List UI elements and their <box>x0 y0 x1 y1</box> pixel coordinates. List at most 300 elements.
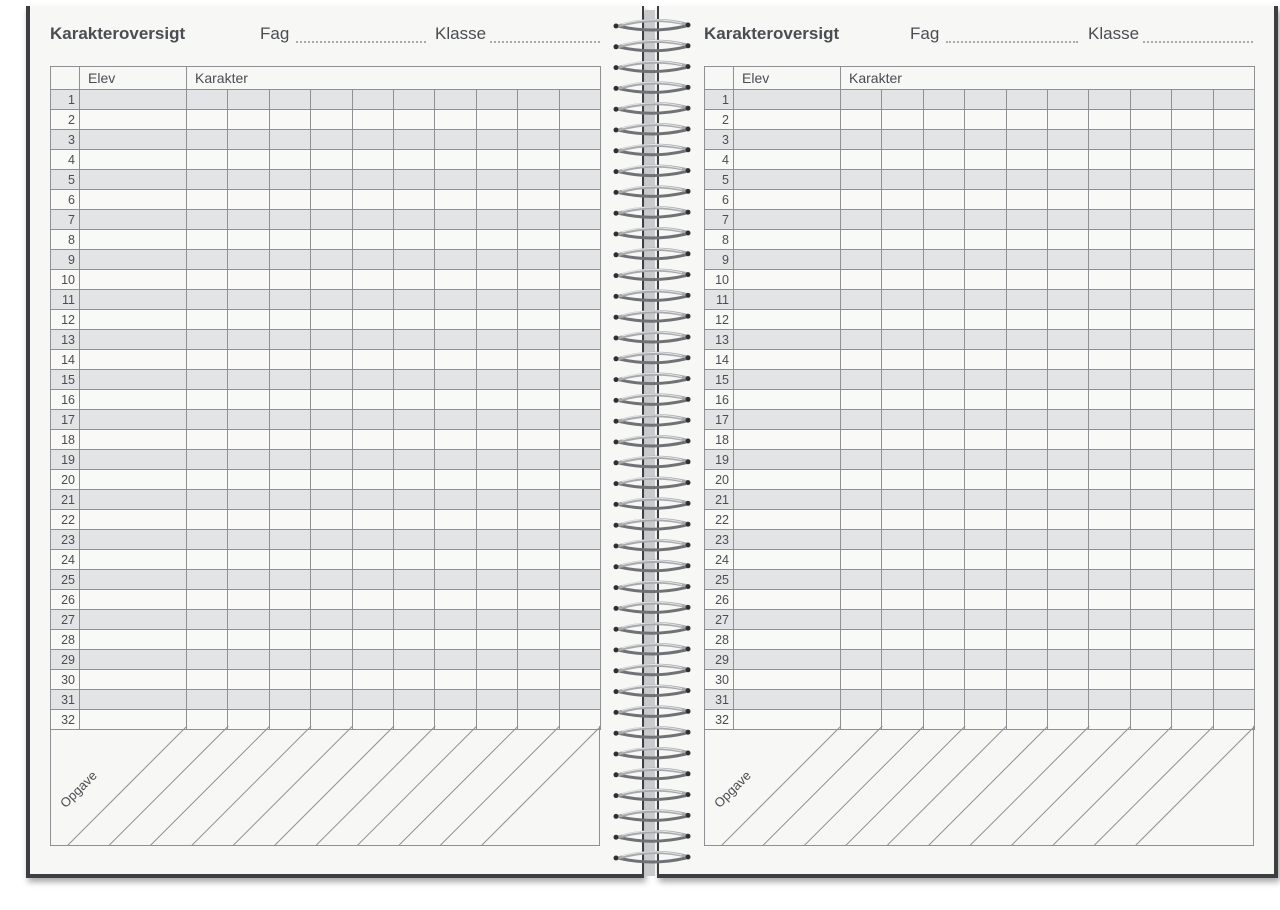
grade-cell[interactable] <box>269 470 310 490</box>
grade-cell[interactable] <box>352 310 393 330</box>
grade-cell[interactable] <box>228 350 269 370</box>
grade-cell[interactable] <box>187 310 228 330</box>
grade-cell[interactable] <box>352 90 393 110</box>
grade-cell[interactable] <box>393 690 434 710</box>
grade-cell[interactable] <box>882 310 923 330</box>
grade-cell[interactable] <box>269 590 310 610</box>
elev-cell[interactable] <box>734 90 841 110</box>
grade-cell[interactable] <box>559 310 600 330</box>
grade-cell[interactable] <box>518 550 559 570</box>
grade-cell[interactable] <box>269 230 310 250</box>
grade-cell[interactable] <box>1089 410 1130 430</box>
grade-cell[interactable] <box>352 350 393 370</box>
grade-cell[interactable] <box>1130 610 1171 630</box>
grade-cell[interactable] <box>882 210 923 230</box>
grade-cell[interactable] <box>841 410 882 430</box>
grade-cell[interactable] <box>841 610 882 630</box>
grade-cell[interactable] <box>476 610 517 630</box>
grade-cell[interactable] <box>1006 470 1047 490</box>
grade-cell[interactable] <box>882 90 923 110</box>
grade-cell[interactable] <box>1172 470 1213 490</box>
grade-cell[interactable] <box>1213 150 1254 170</box>
grade-cell[interactable] <box>1047 330 1088 350</box>
elev-cell[interactable] <box>80 190 187 210</box>
grade-cell[interactable] <box>1130 690 1171 710</box>
grade-cell[interactable] <box>1130 570 1171 590</box>
grade-cell[interactable] <box>1130 250 1171 270</box>
elev-cell[interactable] <box>80 670 187 690</box>
grade-cell[interactable] <box>435 270 476 290</box>
grade-cell[interactable] <box>518 290 559 310</box>
grade-cell[interactable] <box>311 330 352 350</box>
grade-cell[interactable] <box>228 590 269 610</box>
grade-cell[interactable] <box>1047 190 1088 210</box>
grade-cell[interactable] <box>269 430 310 450</box>
grade-cell[interactable] <box>269 170 310 190</box>
grade-cell[interactable] <box>1172 250 1213 270</box>
grade-cell[interactable] <box>1213 450 1254 470</box>
grade-cell[interactable] <box>923 530 964 550</box>
elev-cell[interactable] <box>80 550 187 570</box>
grade-cell[interactable] <box>435 690 476 710</box>
elev-cell[interactable] <box>734 510 841 530</box>
grade-cell[interactable] <box>923 330 964 350</box>
elev-cell[interactable] <box>80 230 187 250</box>
grade-cell[interactable] <box>393 390 434 410</box>
grade-cell[interactable] <box>352 450 393 470</box>
grade-cell[interactable] <box>311 370 352 390</box>
fag-field[interactable] <box>296 41 426 43</box>
grade-cell[interactable] <box>311 270 352 290</box>
grade-cell[interactable] <box>187 430 228 450</box>
grade-cell[interactable] <box>1130 510 1171 530</box>
grade-cell[interactable] <box>1172 530 1213 550</box>
grade-cell[interactable] <box>559 610 600 630</box>
elev-cell[interactable] <box>80 270 187 290</box>
grade-cell[interactable] <box>1089 630 1130 650</box>
grade-cell[interactable] <box>1089 90 1130 110</box>
grade-cell[interactable] <box>841 150 882 170</box>
grade-cell[interactable] <box>923 630 964 650</box>
grade-cell[interactable] <box>476 250 517 270</box>
grade-cell[interactable] <box>923 130 964 150</box>
grade-cell[interactable] <box>228 390 269 410</box>
grade-cell[interactable] <box>393 550 434 570</box>
grade-cell[interactable] <box>923 270 964 290</box>
grade-cell[interactable] <box>841 490 882 510</box>
grade-cell[interactable] <box>882 530 923 550</box>
grade-cell[interactable] <box>228 670 269 690</box>
grade-cell[interactable] <box>1130 590 1171 610</box>
grade-cell[interactable] <box>476 510 517 530</box>
fag-field[interactable] <box>946 41 1078 43</box>
grade-cell[interactable] <box>476 630 517 650</box>
grade-cell[interactable] <box>393 510 434 530</box>
grade-cell[interactable] <box>352 670 393 690</box>
grade-cell[interactable] <box>1006 210 1047 230</box>
grade-cell[interactable] <box>965 670 1006 690</box>
grade-cell[interactable] <box>228 690 269 710</box>
grade-cell[interactable] <box>187 470 228 490</box>
grade-cell[interactable] <box>559 630 600 650</box>
grade-cell[interactable] <box>841 270 882 290</box>
grade-cell[interactable] <box>393 170 434 190</box>
grade-cell[interactable] <box>1089 670 1130 690</box>
grade-cell[interactable] <box>923 390 964 410</box>
grade-cell[interactable] <box>882 130 923 150</box>
grade-cell[interactable] <box>1089 270 1130 290</box>
grade-cell[interactable] <box>393 590 434 610</box>
grade-cell[interactable] <box>1006 290 1047 310</box>
grade-cell[interactable] <box>435 310 476 330</box>
grade-cell[interactable] <box>187 290 228 310</box>
grade-cell[interactable] <box>435 570 476 590</box>
grade-cell[interactable] <box>518 410 559 430</box>
grade-cell[interactable] <box>1172 110 1213 130</box>
elev-cell[interactable] <box>80 590 187 610</box>
grade-cell[interactable] <box>1213 130 1254 150</box>
grade-cell[interactable] <box>228 510 269 530</box>
grade-cell[interactable] <box>923 670 964 690</box>
grade-cell[interactable] <box>923 370 964 390</box>
grade-cell[interactable] <box>435 610 476 630</box>
elev-cell[interactable] <box>80 290 187 310</box>
grade-cell[interactable] <box>841 470 882 490</box>
grade-cell[interactable] <box>1089 330 1130 350</box>
grade-cell[interactable] <box>1213 630 1254 650</box>
grade-cell[interactable] <box>269 190 310 210</box>
grade-cell[interactable] <box>559 250 600 270</box>
grade-cell[interactable] <box>923 470 964 490</box>
grade-cell[interactable] <box>559 270 600 290</box>
grade-cell[interactable] <box>476 470 517 490</box>
grade-cell[interactable] <box>1047 130 1088 150</box>
grade-cell[interactable] <box>1089 110 1130 130</box>
grade-cell[interactable] <box>1006 190 1047 210</box>
elev-cell[interactable] <box>80 650 187 670</box>
grade-cell[interactable] <box>1172 490 1213 510</box>
grade-cell[interactable] <box>187 610 228 630</box>
grade-cell[interactable] <box>187 150 228 170</box>
grade-cell[interactable] <box>187 650 228 670</box>
grade-cell[interactable] <box>352 130 393 150</box>
elev-cell[interactable] <box>734 330 841 350</box>
grade-cell[interactable] <box>311 290 352 310</box>
grade-cell[interactable] <box>1130 330 1171 350</box>
grade-cell[interactable] <box>1172 630 1213 650</box>
grade-cell[interactable] <box>228 630 269 650</box>
grade-cell[interactable] <box>352 470 393 490</box>
elev-cell[interactable] <box>80 350 187 370</box>
grade-cell[interactable] <box>393 250 434 270</box>
grade-cell[interactable] <box>187 170 228 190</box>
grade-cell[interactable] <box>187 550 228 570</box>
grade-cell[interactable] <box>1213 670 1254 690</box>
grade-cell[interactable] <box>435 590 476 610</box>
elev-cell[interactable] <box>734 550 841 570</box>
grade-cell[interactable] <box>841 210 882 230</box>
grade-cell[interactable] <box>311 150 352 170</box>
grade-cell[interactable] <box>923 150 964 170</box>
elev-cell[interactable] <box>80 450 187 470</box>
grade-cell[interactable] <box>352 110 393 130</box>
grade-cell[interactable] <box>311 590 352 610</box>
grade-cell[interactable] <box>518 90 559 110</box>
grade-cell[interactable] <box>393 150 434 170</box>
grade-cell[interactable] <box>841 350 882 370</box>
grade-cell[interactable] <box>923 410 964 430</box>
elev-cell[interactable] <box>734 130 841 150</box>
grade-cell[interactable] <box>435 370 476 390</box>
grade-cell[interactable] <box>1213 490 1254 510</box>
grade-cell[interactable] <box>435 550 476 570</box>
grade-cell[interactable] <box>1089 610 1130 630</box>
grade-cell[interactable] <box>269 130 310 150</box>
grade-cell[interactable] <box>1047 110 1088 130</box>
grade-cell[interactable] <box>352 270 393 290</box>
grade-cell[interactable] <box>311 250 352 270</box>
grade-cell[interactable] <box>882 590 923 610</box>
grade-cell[interactable] <box>435 190 476 210</box>
grade-cell[interactable] <box>1006 330 1047 350</box>
grade-cell[interactable] <box>311 690 352 710</box>
elev-cell[interactable] <box>734 430 841 450</box>
elev-cell[interactable] <box>734 650 841 670</box>
grade-cell[interactable] <box>1213 470 1254 490</box>
grade-cell[interactable] <box>476 290 517 310</box>
grade-cell[interactable] <box>352 210 393 230</box>
grade-cell[interactable] <box>1047 690 1088 710</box>
grade-cell[interactable] <box>393 410 434 430</box>
grade-cell[interactable] <box>518 610 559 630</box>
klasse-field[interactable] <box>1143 41 1253 43</box>
grade-cell[interactable] <box>965 570 1006 590</box>
grade-cell[interactable] <box>311 90 352 110</box>
grade-cell[interactable] <box>882 610 923 630</box>
grade-cell[interactable] <box>187 390 228 410</box>
grade-cell[interactable] <box>1172 450 1213 470</box>
grade-cell[interactable] <box>923 350 964 370</box>
grade-cell[interactable] <box>1213 290 1254 310</box>
grade-cell[interactable] <box>518 470 559 490</box>
grade-cell[interactable] <box>476 690 517 710</box>
grade-cell[interactable] <box>187 210 228 230</box>
elev-cell[interactable] <box>734 250 841 270</box>
grade-cell[interactable] <box>1172 170 1213 190</box>
grade-cell[interactable] <box>965 470 1006 490</box>
grade-cell[interactable] <box>882 670 923 690</box>
grade-cell[interactable] <box>1089 130 1130 150</box>
grade-cell[interactable] <box>1172 430 1213 450</box>
grade-cell[interactable] <box>882 190 923 210</box>
grade-cell[interactable] <box>393 290 434 310</box>
grade-cell[interactable] <box>923 190 964 210</box>
grade-cell[interactable] <box>352 250 393 270</box>
grade-cell[interactable] <box>269 570 310 590</box>
grade-cell[interactable] <box>393 210 434 230</box>
grade-cell[interactable] <box>559 350 600 370</box>
grade-cell[interactable] <box>1130 450 1171 470</box>
klasse-field[interactable] <box>490 41 600 43</box>
grade-cell[interactable] <box>965 630 1006 650</box>
grade-cell[interactable] <box>1006 690 1047 710</box>
grade-cell[interactable] <box>269 90 310 110</box>
grade-cell[interactable] <box>435 390 476 410</box>
grade-cell[interactable] <box>1089 550 1130 570</box>
grade-cell[interactable] <box>311 190 352 210</box>
grade-cell[interactable] <box>1130 290 1171 310</box>
grade-cell[interactable] <box>187 510 228 530</box>
grade-cell[interactable] <box>923 610 964 630</box>
grade-cell[interactable] <box>559 590 600 610</box>
grade-cell[interactable] <box>476 150 517 170</box>
grade-cell[interactable] <box>269 690 310 710</box>
grade-cell[interactable] <box>882 690 923 710</box>
grade-cell[interactable] <box>965 550 1006 570</box>
grade-cell[interactable] <box>352 590 393 610</box>
grade-cell[interactable] <box>1172 610 1213 630</box>
grade-cell[interactable] <box>1006 570 1047 590</box>
grade-cell[interactable] <box>1006 590 1047 610</box>
grade-cell[interactable] <box>1047 170 1088 190</box>
grade-cell[interactable] <box>269 310 310 330</box>
grade-cell[interactable] <box>1006 150 1047 170</box>
grade-cell[interactable] <box>435 130 476 150</box>
grade-cell[interactable] <box>923 430 964 450</box>
grade-cell[interactable] <box>965 310 1006 330</box>
grade-cell[interactable] <box>882 170 923 190</box>
grade-cell[interactable] <box>311 570 352 590</box>
grade-cell[interactable] <box>476 130 517 150</box>
grade-cell[interactable] <box>965 190 1006 210</box>
grade-cell[interactable] <box>1172 570 1213 590</box>
grade-cell[interactable] <box>559 190 600 210</box>
grade-cell[interactable] <box>269 210 310 230</box>
grade-cell[interactable] <box>476 170 517 190</box>
grade-cell[interactable] <box>518 370 559 390</box>
grade-cell[interactable] <box>1047 150 1088 170</box>
grade-cell[interactable] <box>965 350 1006 370</box>
grade-cell[interactable] <box>311 650 352 670</box>
grade-cell[interactable] <box>1130 530 1171 550</box>
grade-cell[interactable] <box>187 90 228 110</box>
elev-cell[interactable] <box>80 510 187 530</box>
grade-cell[interactable] <box>476 570 517 590</box>
grade-cell[interactable] <box>1047 530 1088 550</box>
grade-cell[interactable] <box>311 410 352 430</box>
elev-cell[interactable] <box>80 370 187 390</box>
grade-cell[interactable] <box>1172 150 1213 170</box>
grade-cell[interactable] <box>1089 170 1130 190</box>
elev-cell[interactable] <box>80 690 187 710</box>
grade-cell[interactable] <box>841 110 882 130</box>
grade-cell[interactable] <box>841 430 882 450</box>
grade-cell[interactable] <box>1006 90 1047 110</box>
grade-cell[interactable] <box>393 610 434 630</box>
grade-cell[interactable] <box>518 390 559 410</box>
grade-cell[interactable] <box>518 450 559 470</box>
grade-cell[interactable] <box>476 410 517 430</box>
grade-cell[interactable] <box>923 550 964 570</box>
grade-cell[interactable] <box>518 430 559 450</box>
elev-cell[interactable] <box>80 330 187 350</box>
grade-cell[interactable] <box>1006 410 1047 430</box>
grade-cell[interactable] <box>965 230 1006 250</box>
grade-cell[interactable] <box>269 410 310 430</box>
grade-cell[interactable] <box>518 670 559 690</box>
grade-cell[interactable] <box>435 430 476 450</box>
elev-cell[interactable] <box>734 190 841 210</box>
grade-cell[interactable] <box>1089 650 1130 670</box>
grade-cell[interactable] <box>1213 370 1254 390</box>
grade-cell[interactable] <box>1047 290 1088 310</box>
grade-cell[interactable] <box>187 190 228 210</box>
grade-cell[interactable] <box>476 450 517 470</box>
grade-cell[interactable] <box>1006 350 1047 370</box>
grade-cell[interactable] <box>393 330 434 350</box>
grade-cell[interactable] <box>1130 490 1171 510</box>
grade-cell[interactable] <box>965 90 1006 110</box>
grade-cell[interactable] <box>1047 410 1088 430</box>
elev-cell[interactable] <box>80 210 187 230</box>
grade-cell[interactable] <box>965 210 1006 230</box>
elev-cell[interactable] <box>734 290 841 310</box>
elev-cell[interactable] <box>80 250 187 270</box>
grade-cell[interactable] <box>1213 430 1254 450</box>
grade-cell[interactable] <box>841 250 882 270</box>
grade-cell[interactable] <box>269 330 310 350</box>
grade-cell[interactable] <box>269 530 310 550</box>
grade-cell[interactable] <box>1006 310 1047 330</box>
elev-cell[interactable] <box>80 530 187 550</box>
grade-cell[interactable] <box>393 310 434 330</box>
grade-cell[interactable] <box>476 430 517 450</box>
grade-cell[interactable] <box>1089 450 1130 470</box>
grade-cell[interactable] <box>923 690 964 710</box>
grade-cell[interactable] <box>1006 370 1047 390</box>
grade-cell[interactable] <box>228 130 269 150</box>
grade-cell[interactable] <box>311 390 352 410</box>
grade-cell[interactable] <box>1006 670 1047 690</box>
elev-cell[interactable] <box>80 470 187 490</box>
elev-cell[interactable] <box>80 410 187 430</box>
grade-cell[interactable] <box>311 450 352 470</box>
grade-cell[interactable] <box>187 630 228 650</box>
grade-cell[interactable] <box>841 90 882 110</box>
elev-cell[interactable] <box>80 490 187 510</box>
grade-cell[interactable] <box>882 490 923 510</box>
grade-cell[interactable] <box>1130 130 1171 150</box>
grade-cell[interactable] <box>393 650 434 670</box>
grade-cell[interactable] <box>1089 250 1130 270</box>
grade-cell[interactable] <box>1172 270 1213 290</box>
grade-cell[interactable] <box>1130 410 1171 430</box>
grade-cell[interactable] <box>476 110 517 130</box>
grade-cell[interactable] <box>518 650 559 670</box>
grade-cell[interactable] <box>841 550 882 570</box>
grade-cell[interactable] <box>965 650 1006 670</box>
elev-cell[interactable] <box>80 390 187 410</box>
grade-cell[interactable] <box>518 210 559 230</box>
grade-cell[interactable] <box>841 370 882 390</box>
elev-cell[interactable] <box>734 630 841 650</box>
grade-cell[interactable] <box>1172 210 1213 230</box>
grade-cell[interactable] <box>1006 530 1047 550</box>
grade-cell[interactable] <box>269 450 310 470</box>
grade-cell[interactable] <box>965 590 1006 610</box>
grade-cell[interactable] <box>1130 370 1171 390</box>
grade-cell[interactable] <box>311 230 352 250</box>
